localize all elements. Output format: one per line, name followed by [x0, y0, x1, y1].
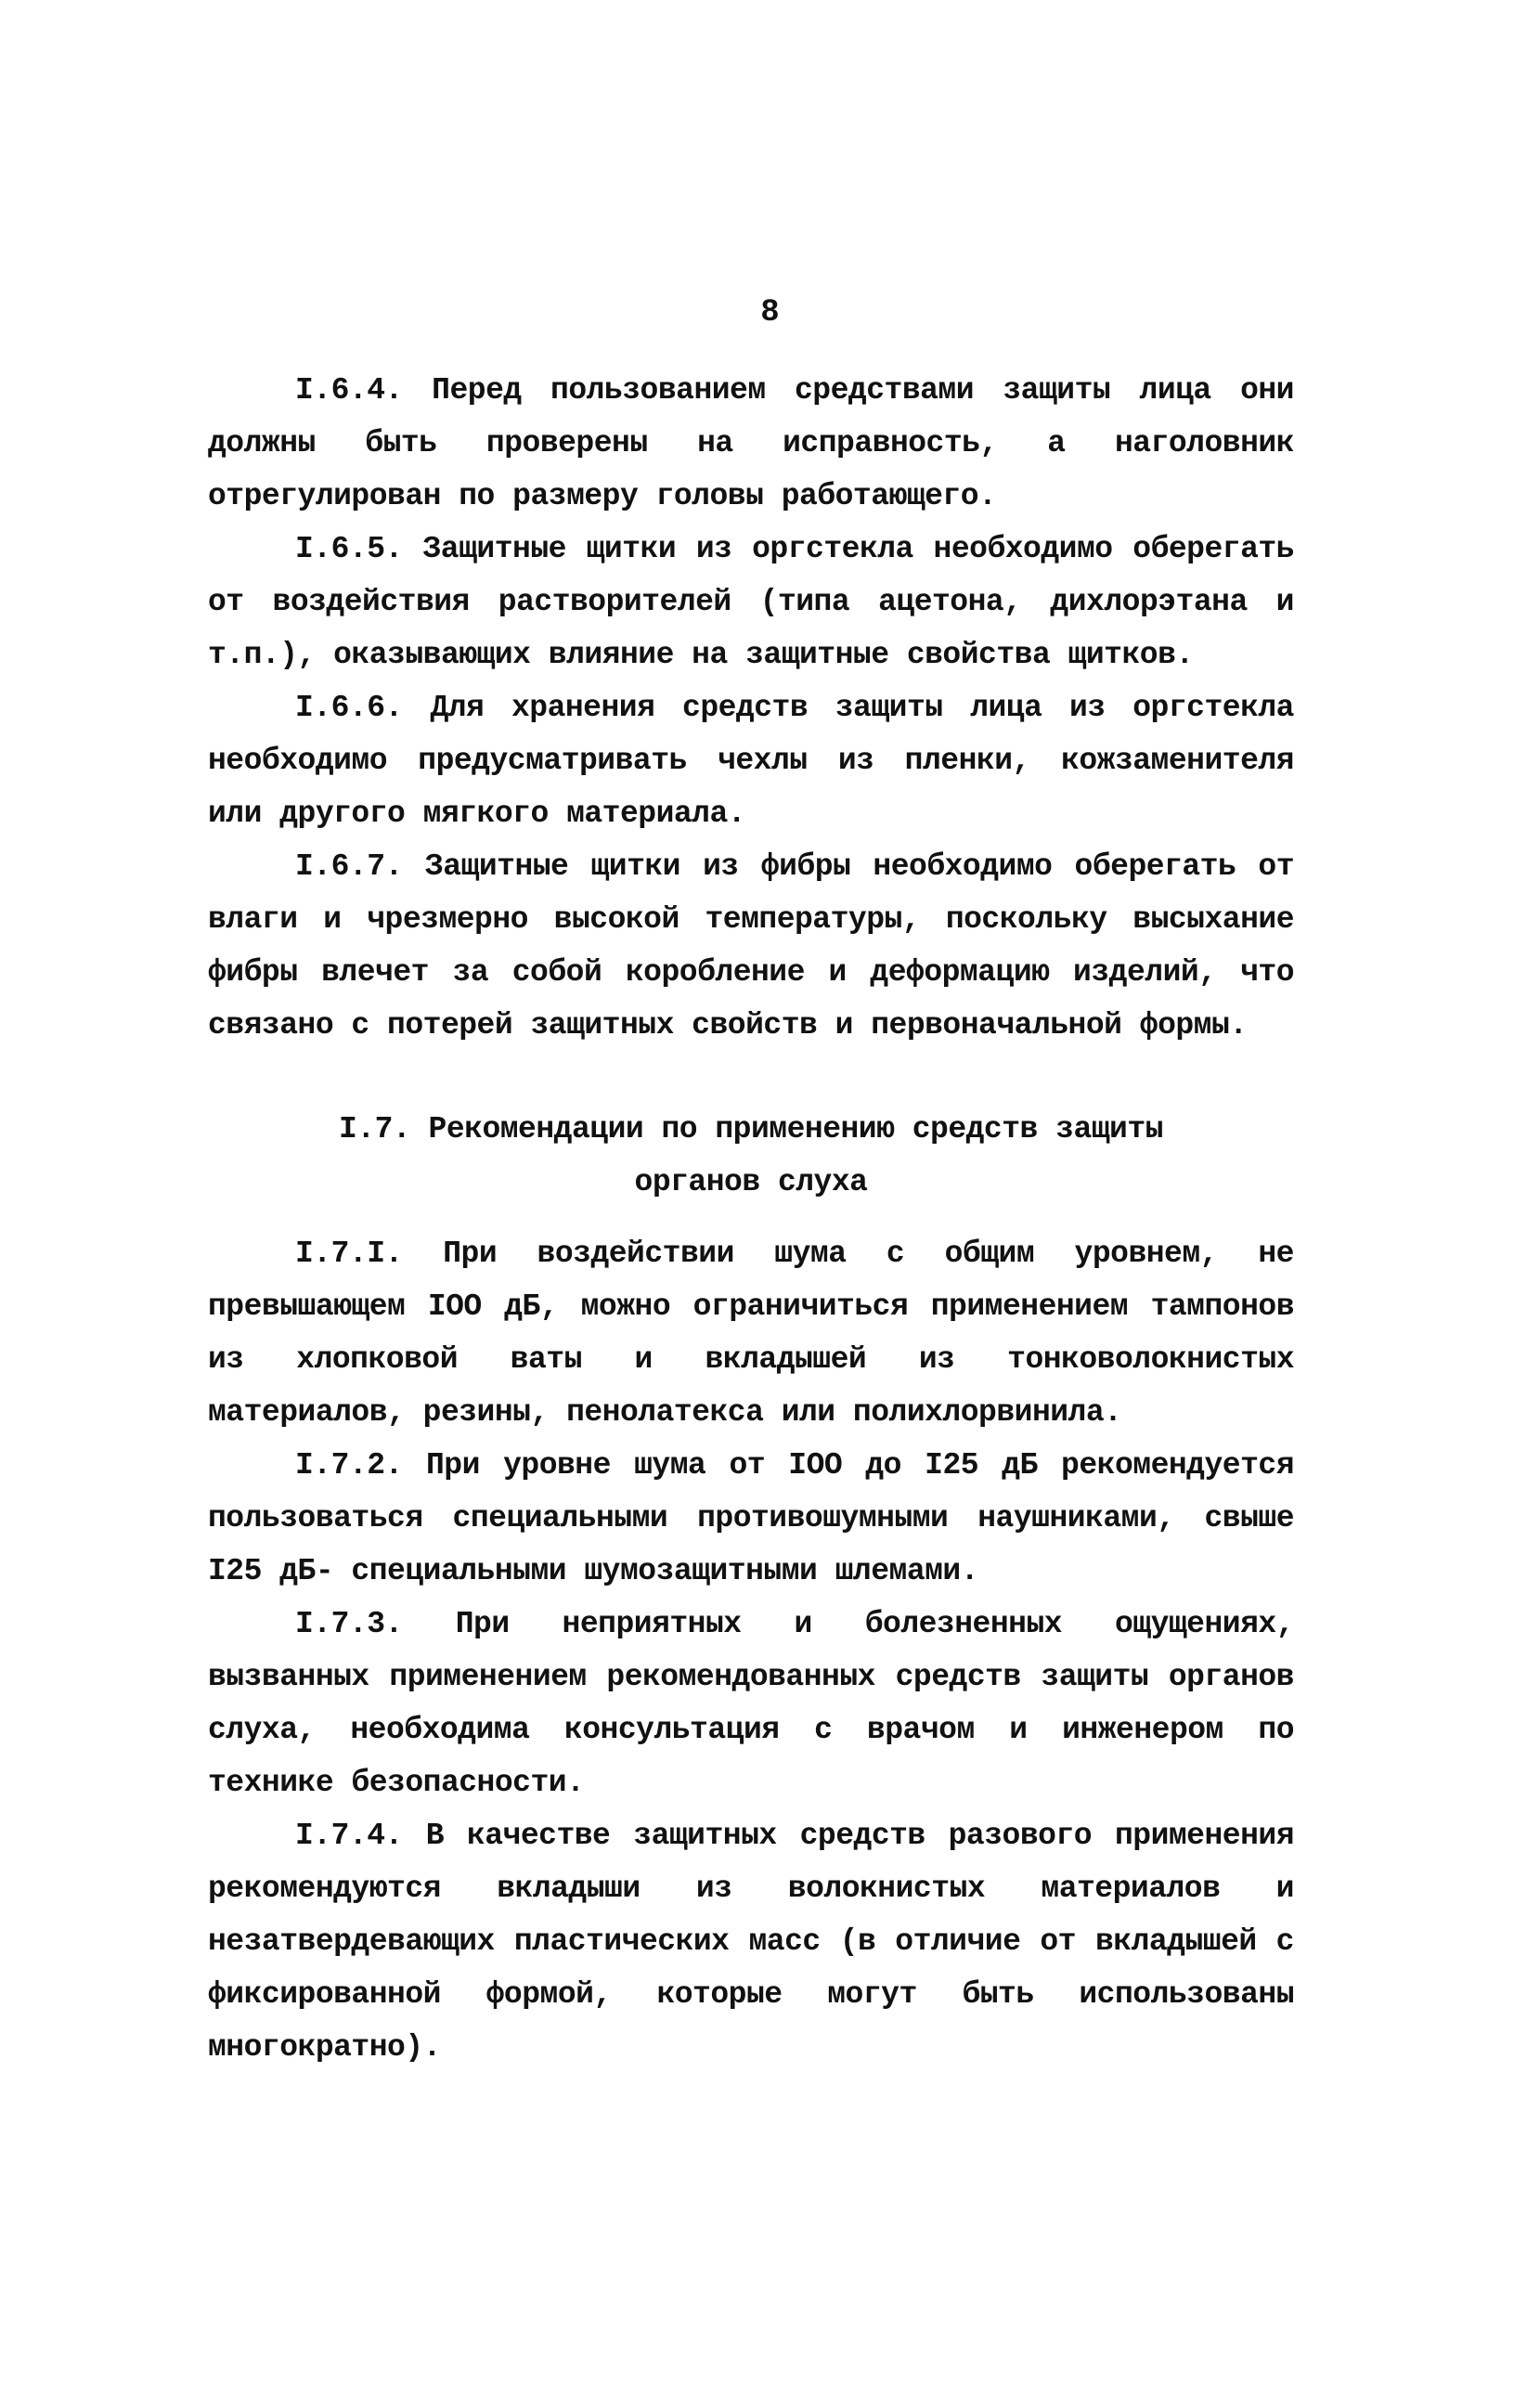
paragraph-1-7-4: I.7.4. В качестве защитных средств разового применения рекомендуются вкладыши из волокнистых материалов и незатвердевающих пластических масс (в отличие от вкладышей с фиксированной формой, которые могут быть использованы многократно).	[208, 1819, 1294, 2065]
section-heading-line-1: I.7. Рекомендации по применению средств защиты	[339, 1112, 1163, 1146]
page-content	[208, 364, 1294, 2074]
paragraph-1-6-6: I.6.6. Для хранения средств защиты лица из оргстекла необходимо предусматривать чехлы из пленки, кожзаменителя или другого мягкого материала.	[208, 691, 1294, 831]
paragraph-1-6-5: I.6.5. Защитные щитки из оргстекла необходимо оберегать от воздействия растворителей (типа ацетона, дихлорэтана и т.п.), оказывающих влияние на защитные свойства щитков.	[208, 532, 1294, 672]
page-number: 8	[760, 295, 780, 330]
section-heading-1-7	[208, 1103, 1294, 1209]
paragraph-1-6-4: I.6.4. Перед пользованием средствами защиты лица они должны быть проверены на исправность, а наголовник отрегулирован по размеру головы работающего.	[208, 373, 1294, 513]
section-heading-line-2: органов слуха	[634, 1165, 868, 1199]
paragraph-1-6-7: I.6.7. Защитные щитки из фибры необходимо оберегать от влаги и чрезмерно высокой температуры, поскольку высыхание фибры влечет за собой коробление и деформацию изделий, что связано с потерей защитных свойств и первоначальной формы.	[208, 849, 1294, 1043]
paragraph-1-7-2: I.7.2. При уровне шума от IОО до I25 дБ рекомендуется пользоваться специальными противошумными наушниками, свыше I25 дБ- специальными шумозащитными шлемами.	[208, 1448, 1294, 1588]
paragraph-1-7-3: I.7.3. При неприятных и болезненных ощущениях, вызванных применением рекомендованных средств защиты органов слуха, необходима консультация с врачом и инженером по технике безопасности.	[208, 1607, 1294, 1800]
paragraph-1-7-1: I.7.I. При воздействии шума с общим уровнем, не превышающем IОО дБ, можно ограничиться применением тампонов из хлопковой ваты и вкладышей из тонковолокнистых материалов, резины, пенолатекса или полихлорвинила.	[208, 1237, 1294, 1430]
